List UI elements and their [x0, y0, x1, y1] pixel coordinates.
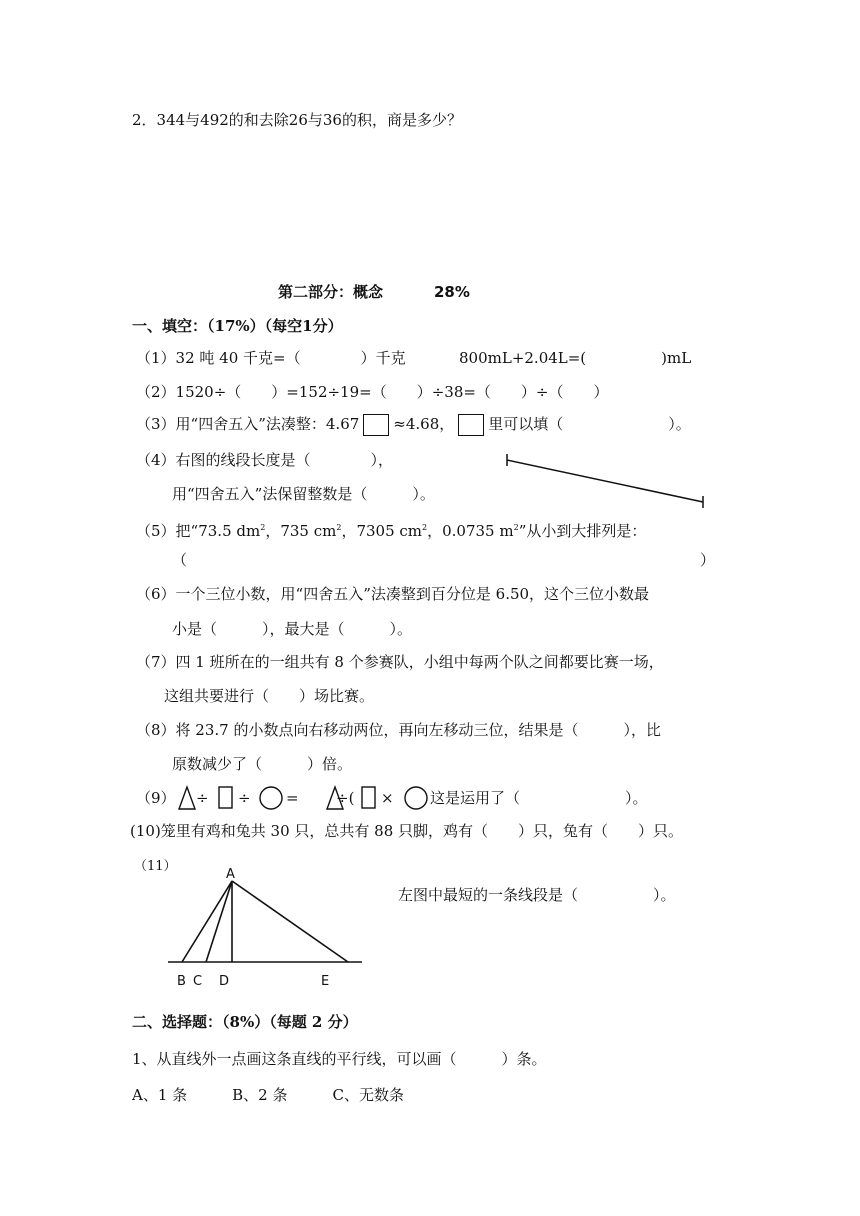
fill-item-8-part-a: （8）将 23.7 的小数点向右移动两位，再向左移动三位，结果是（ ），比	[136, 721, 661, 739]
superscript: 2	[422, 523, 428, 532]
fill-item-3-part-b: ≈4.68，	[393, 415, 455, 433]
fill-item-10: (10)笼里有鸡和兔共 30 只，总共有 88 只脚，鸡有（ ）只，兔有（ ）只。	[130, 822, 684, 840]
segment-AE	[232, 881, 348, 962]
fill-item-5-text: ，0.0735 m	[427, 522, 514, 540]
fill-item-3-part-c: 里可以填（ ）。	[488, 415, 691, 433]
superscript: 2	[336, 523, 342, 532]
fill-item-9-tail: 这是运用了（ ）。	[430, 789, 648, 807]
rectangle-shape	[361, 786, 377, 810]
fill-item-5-close-paren: ）	[700, 551, 716, 569]
answer-box	[363, 414, 389, 436]
fill-item-3	[136, 414, 691, 436]
divide-sign: ÷	[238, 789, 251, 807]
circle-shape	[403, 785, 429, 811]
superscript: 2	[513, 523, 519, 532]
fill-item-7-part-a: （7）四 1 班所在的一组共有 8 个参赛队，小组中每两个队之间都要比赛一场，	[136, 653, 664, 671]
fill-item-6-part-a: （6）一个三位小数，用“四舍五入”法凑整到百分位是 6.50，这个三位小数最	[136, 585, 650, 603]
part-percent: 28%	[434, 283, 470, 301]
fill-item-5-text: ，735 cm	[265, 522, 337, 540]
fill-item-8-part-b: 原数减少了（ ）倍。	[172, 755, 353, 773]
triangle-figure	[160, 862, 370, 992]
label-E: E	[321, 974, 330, 989]
fill-item-6-part-b: 小是（ ），最大是（ ）。	[172, 620, 413, 638]
section-1-heading: 一、填空：（17%）（每空1分）	[132, 317, 343, 335]
question-2: 2．344与492的和去除26与36的积，商是多少？	[132, 111, 462, 129]
segment-AB	[182, 881, 232, 962]
fill-item-5-text: ，7305 cm	[341, 522, 423, 540]
divide-sign: ÷	[196, 789, 209, 807]
fill-item-7-part-b: 这组共要进行（ ）场比赛。	[164, 687, 375, 705]
section-2-heading: 二、选择题：（8%）（每题 2 分）	[132, 1013, 358, 1031]
fill-item-3-part-a: （3）用“四舍五入”法凑整：4.67	[136, 415, 360, 433]
fill-item-4-part-a: （4）右图的线段长度是（ ），	[136, 451, 394, 469]
choice-question-1-options: A、1 条 B、2 条 C、无数条	[132, 1086, 404, 1104]
fill-item-11-text: 左图中最短的一条线段是（ ）。	[398, 886, 676, 904]
segment-AC	[206, 881, 232, 962]
fill-item-2: （2）1520÷（ ）=152÷19=（ ）÷38=（ ）÷（ ）	[136, 383, 609, 401]
label-A: A	[226, 867, 235, 882]
fill-item-5-text: （5）把“73.5 dm	[136, 522, 261, 540]
label-C: C	[193, 974, 203, 989]
answer-box	[458, 414, 484, 436]
choice-question-1: 1、从直线外一点画这条直线的平行线，可以画（ ）条。	[132, 1050, 547, 1068]
fill-item-9-label: （9）	[136, 789, 176, 807]
fill-item-1-part-a: （1）32 吨 40 千克=（ ）千克	[136, 349, 406, 367]
triangle-shape	[178, 786, 196, 810]
part-title: 第二部分：概念	[278, 283, 384, 301]
fill-item-5-text: ”从小到大排列是：	[518, 522, 647, 540]
fill-item-5-part-a	[136, 518, 646, 541]
fill-item-11-label: （11）	[134, 859, 177, 874]
equals-sign: =	[286, 789, 299, 807]
segment-line	[507, 460, 703, 502]
superscript: 2	[260, 523, 266, 532]
label-D: D	[219, 974, 230, 989]
fill-item-5-open-paren: （	[172, 551, 188, 569]
fill-item-4-part-b: 用“四舍五入”法保留整数是（ ）。	[172, 485, 435, 503]
times-sign: ×	[381, 789, 394, 807]
line-segment-figure	[500, 450, 710, 510]
rectangle-shape	[218, 786, 234, 810]
divide-open-paren: ÷(	[336, 789, 355, 807]
fill-item-1-part-b: 800mL+2.04L=( )mL	[459, 349, 692, 367]
label-B: B	[177, 974, 186, 989]
circle-shape	[258, 785, 284, 811]
